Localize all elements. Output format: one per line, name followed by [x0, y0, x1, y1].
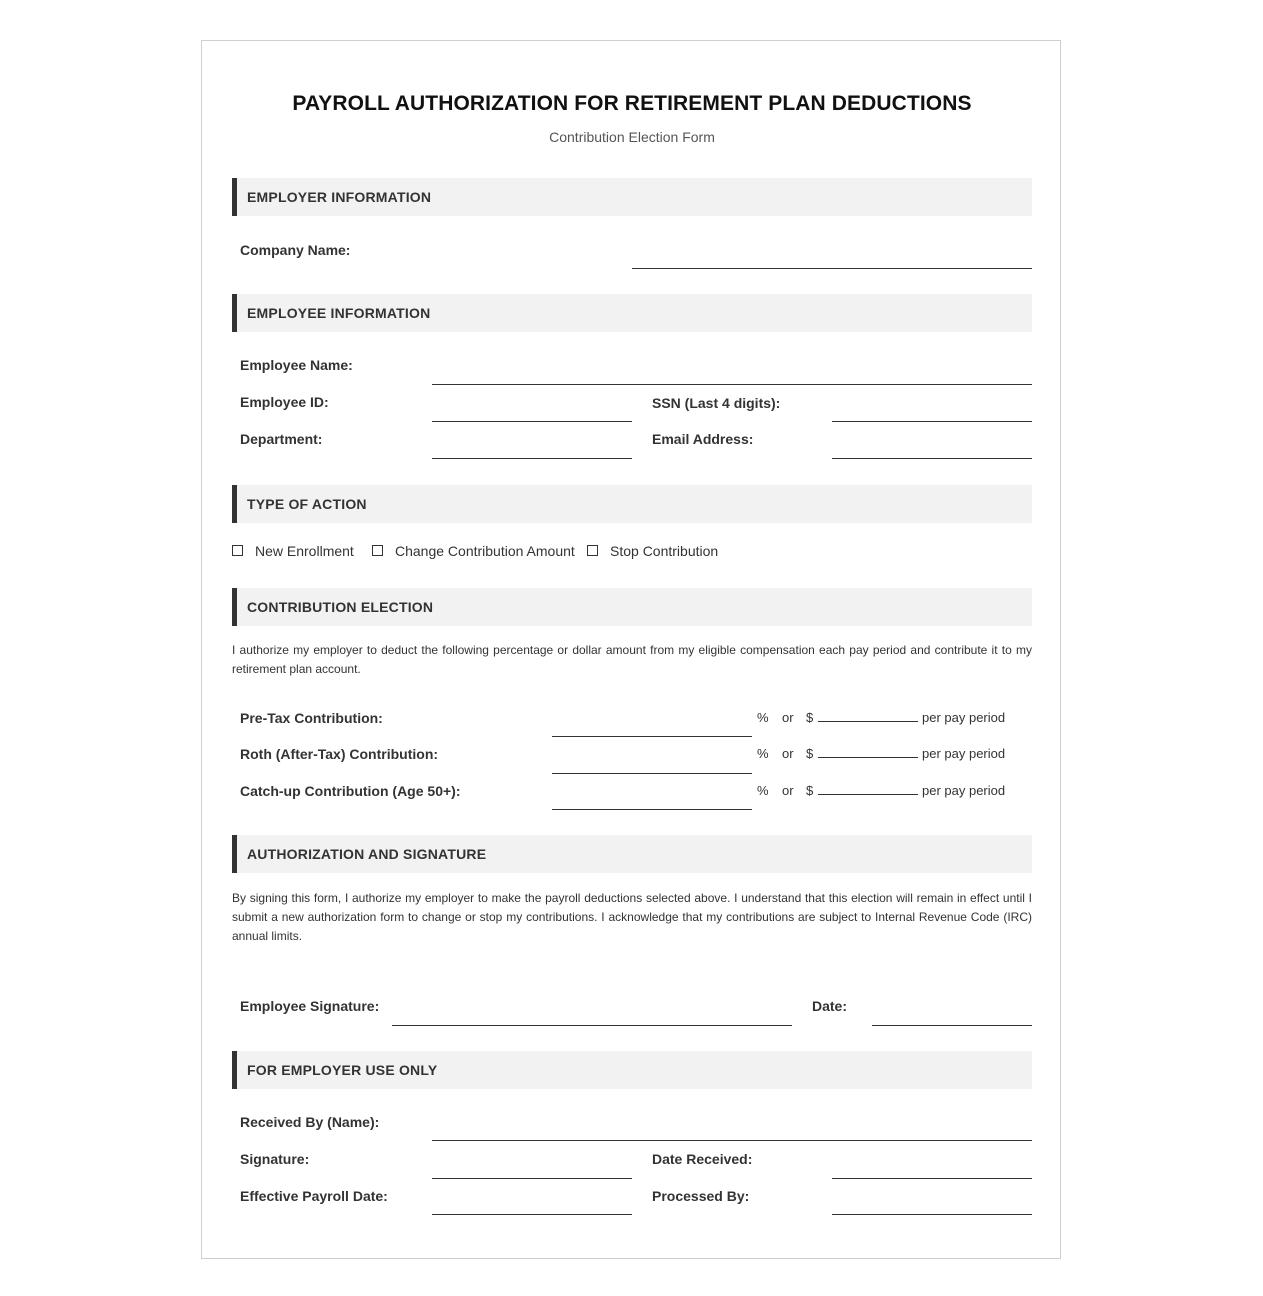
section-heading: EMPLOYEE INFORMATION — [247, 305, 431, 321]
dollar-symbol: $ — [806, 710, 814, 725]
employee-name-field[interactable] — [432, 384, 1032, 385]
section-employer-information — [232, 178, 1032, 216]
email-label: Email Address: — [652, 431, 754, 447]
authorization-text: By signing this form, I authorize my employer to make the payroll deductions selected above. I understand that this election will remain in effect until I submit a new authorization form to change or stop my contributions. I acknowledge that my contributions are subject to Internal Revenue Code (IRC) annual limits. — [232, 891, 1032, 943]
roth-percent-field[interactable] — [552, 773, 752, 774]
per-pay-period-text: per pay period — [922, 710, 1006, 725]
roth-contribution-label: Roth (After-Tax) Contribution: — [240, 746, 439, 762]
per-pay-period-text: per pay period — [922, 746, 1006, 761]
percent-symbol: % — [757, 783, 769, 798]
received-by-label: Received By (Name): — [240, 1114, 380, 1130]
employer-signature-label: Signature: — [240, 1151, 310, 1167]
section-heading: FOR EMPLOYER USE ONLY — [247, 1062, 438, 1078]
employee-signature-field[interactable] — [392, 1025, 792, 1026]
company-name-field[interactable] — [632, 268, 1032, 269]
company-name-label: Company Name: — [240, 242, 351, 258]
or-text: or — [782, 710, 794, 725]
catchup-percent-field[interactable] — [552, 809, 752, 810]
section-heading: TYPE OF ACTION — [247, 496, 367, 512]
effective-payroll-date-field[interactable] — [432, 1214, 632, 1215]
ssn-field[interactable] — [832, 421, 1032, 422]
pretax-percent-field[interactable] — [552, 736, 752, 737]
employee-signature-label: Employee Signature: — [240, 998, 380, 1014]
received-by-field[interactable] — [432, 1140, 1032, 1141]
section-type-of-action — [232, 485, 1032, 523]
department-field[interactable] — [432, 458, 632, 459]
change-contribution-label: Change Contribution Amount — [395, 543, 575, 559]
catchup-contribution-label: Catch-up Contribution (Age 50+): — [240, 783, 461, 799]
or-text: or — [782, 746, 794, 761]
or-text: or — [782, 783, 794, 798]
stop-contribution-checkbox[interactable] — [587, 545, 598, 556]
new-enrollment-checkbox[interactable] — [232, 545, 243, 556]
processed-by-field[interactable] — [832, 1214, 1032, 1215]
section-employee-information — [232, 294, 1032, 332]
employee-name-label: Employee Name: — [240, 357, 353, 373]
pretax-contribution-label: Pre-Tax Contribution: — [240, 710, 383, 726]
percent-symbol: % — [757, 710, 769, 725]
roth-dollar-field[interactable] — [818, 757, 918, 758]
dollar-symbol: $ — [806, 746, 814, 761]
employee-id-field[interactable] — [432, 421, 632, 422]
stop-contribution-label: Stop Contribution — [610, 543, 719, 559]
department-label: Department: — [240, 431, 323, 447]
processed-by-label: Processed By: — [652, 1188, 750, 1204]
dollar-symbol: $ — [806, 783, 814, 798]
form-subtitle: Contribution Election Form — [549, 129, 715, 145]
pretax-dollar-field[interactable] — [818, 721, 918, 722]
date-received-label: Date Received: — [652, 1151, 753, 1167]
email-field[interactable] — [832, 458, 1032, 459]
percent-symbol: % — [757, 746, 769, 761]
section-heading: EMPLOYER INFORMATION — [247, 189, 432, 205]
section-heading: CONTRIBUTION ELECTION — [247, 599, 434, 615]
new-enrollment-label: New Enrollment — [255, 543, 354, 559]
contribution-intro-text: I authorize my employer to deduct the following percentage or dollar amount from my eligible compensation each pay period and contribute it to my retirement plan account. — [232, 643, 1032, 676]
form-title: PAYROLL AUTHORIZATION FOR RETIREMENT PLAN DEDUCTIONS — [292, 92, 972, 115]
catchup-dollar-field[interactable] — [818, 794, 918, 795]
date-received-field[interactable] — [832, 1178, 1032, 1179]
section-heading: AUTHORIZATION AND SIGNATURE — [247, 846, 487, 862]
effective-payroll-date-label: Effective Payroll Date: — [240, 1188, 388, 1204]
form-page — [201, 40, 1061, 1259]
employee-id-label: Employee ID: — [240, 394, 329, 410]
section-contribution-election — [232, 588, 1032, 626]
employer-signature-field[interactable] — [432, 1178, 632, 1179]
per-pay-period-text: per pay period — [922, 783, 1006, 798]
signature-date-label: Date: — [812, 998, 848, 1014]
section-employer-use-only — [232, 1051, 1032, 1089]
signature-date-field[interactable] — [872, 1025, 1032, 1026]
change-contribution-checkbox[interactable] — [372, 545, 383, 556]
ssn-label: SSN (Last 4 digits): — [652, 395, 781, 411]
section-authorization-signature — [232, 835, 1032, 873]
